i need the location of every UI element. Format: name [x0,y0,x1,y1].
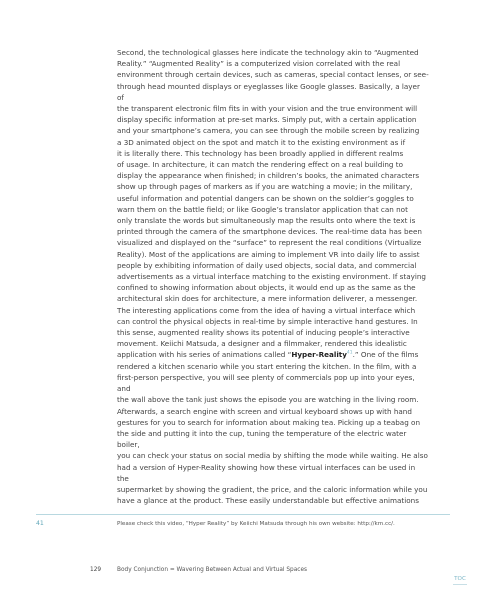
paragraph-line: useful information and potential dangers can be shown on the soldier’s goggles to [117,193,414,203]
paragraph-line: the side and putting it into the cup, tuning the temperature of the electric water boiler, [117,428,407,450]
paragraph-line: only translate the words but simultaneously map the results onto where the text is [117,216,416,226]
paragraph-line: Second, the technological glasses here indicate the technology akin to “Augmented [117,48,419,57]
paragraph-line: supermarket by showing the gradient, the price, and the caloric information while you [117,484,428,494]
paragraph-line: of usage. In architecture, it can match the rendering effect on a real building to [117,160,403,170]
footnote-reference-marker[interactable]: 41 [346,351,353,357]
footnote-text: Please check this video, “Hyper Reality” by Keiichi Matsuda through his own website: http://km.cc/. [117,521,395,527]
paragraph-line: have a glance at the product. These easily understandable but effective animations [117,496,419,506]
toc-link[interactable] [452,576,468,588]
reference-line [117,349,429,360]
paragraph-line: rendered a kitchen scenario while you start entering the kitchen. In the film, with a [117,361,417,371]
paragraph-line: The interesting applications come from the idea of having a virtual interface which [117,305,416,315]
paragraph-line: people by exhibiting information of daily used objects, social data, and commercial [117,260,417,270]
paragraph-line: a 3D animated object on the spot and match it to the existing environment as if [117,137,406,147]
paragraph-line: advertisements as a virtual interface matching to the existing environment. If staying [117,272,426,282]
paragraph-line: the wall above the tank just shows the episode you are watching in the living room. [117,395,419,405]
reference-line-start: application with his series of animations called “ [117,350,292,360]
paragraph-line: printed through the camera of the smartphone devices. The real-time data has been [117,227,422,237]
paragraph-line: Reality.” “Augmented Reality” is a computerized vision correlated with the real [117,59,401,69]
paragraph-line: the transparent electronic film fits in with your vision and the true environment will [117,104,418,114]
paragraph-line: can control the physical objects in real-time by simple interactive hand gestures. In [117,316,418,326]
paragraph-lines-before [117,47,429,349]
reference-line-end: .” One of the films [352,350,419,360]
paragraph-line: you can check your status on social media by shifting the mode while waiting. He also [117,451,428,461]
paragraph-line: Reality). Most of the applications are aiming to implement VR into daily life to assist [117,249,420,259]
paragraph-line: movement. Keiichi Matsuda, a designer and a filmmaker, rendered this idealistic [117,339,407,349]
main-paragraph [117,47,429,506]
footnote-number: 41 [36,520,44,527]
hyper-reality-title: Hyper-Reality [291,350,347,360]
paragraph-line: warn them on the battle field; or like Google’s translator application that can not [117,204,408,214]
paragraph-line: display the appearance when finished; in children’s books, the animated characters [117,171,420,181]
paragraph-line: through head mounted displays or eyeglasses like Google glasses. Basically, a layer of [117,81,420,102]
paragraph-line: architectural skin does for architecture, a mere information deliverer, a messenger. [117,294,418,304]
paragraph-line: this sense, augmented reality shows its potential of inducing people’s interactive [117,328,410,338]
paragraph-line: environment through certain devices, such as cameras, special contact lenses, or see- [117,70,429,80]
paragraph-line: gestures for you to search for information about making tea. Picking up a teabag on [117,417,420,427]
paragraph-line: display specific information at pre-set marks. Simply put, with a certain application [117,115,417,125]
toc-underline [453,584,467,585]
page-number: 129 [90,567,102,573]
paragraph-line: and your smartphone’s camera, you can see through the mobile screen by realizing [117,126,420,136]
paragraph-line: it is literally there. This technology has been broadly applied in different realms [117,148,404,158]
paragraph-line: visualized and displayed on the “surface” to represent the real conditions (Virtualize [117,238,422,248]
running-head: Body Conjunction = Wavering Between Actual and Virtual Spaces [117,567,308,573]
paragraph-line: Afterwards, a search engine with screen and virtual keyboard shows up with hand [117,406,412,416]
paragraph-line: confined to showing information about objects, it would end up as the same as the [117,283,416,293]
footnote-divider [36,514,450,515]
paragraph-lines-after [117,361,429,507]
toc-label: TOC [454,576,466,582]
paragraph-line: first-person perspective, you will see plenty of commercials pop up into your eyes, and [117,372,415,394]
paragraph-line: had a version of Hyper-Reality showing how these virtual interfaces can be used in the [117,462,416,483]
paragraph-line: show up through pages of markers as if you are watching a movie; in the military, [117,182,413,192]
